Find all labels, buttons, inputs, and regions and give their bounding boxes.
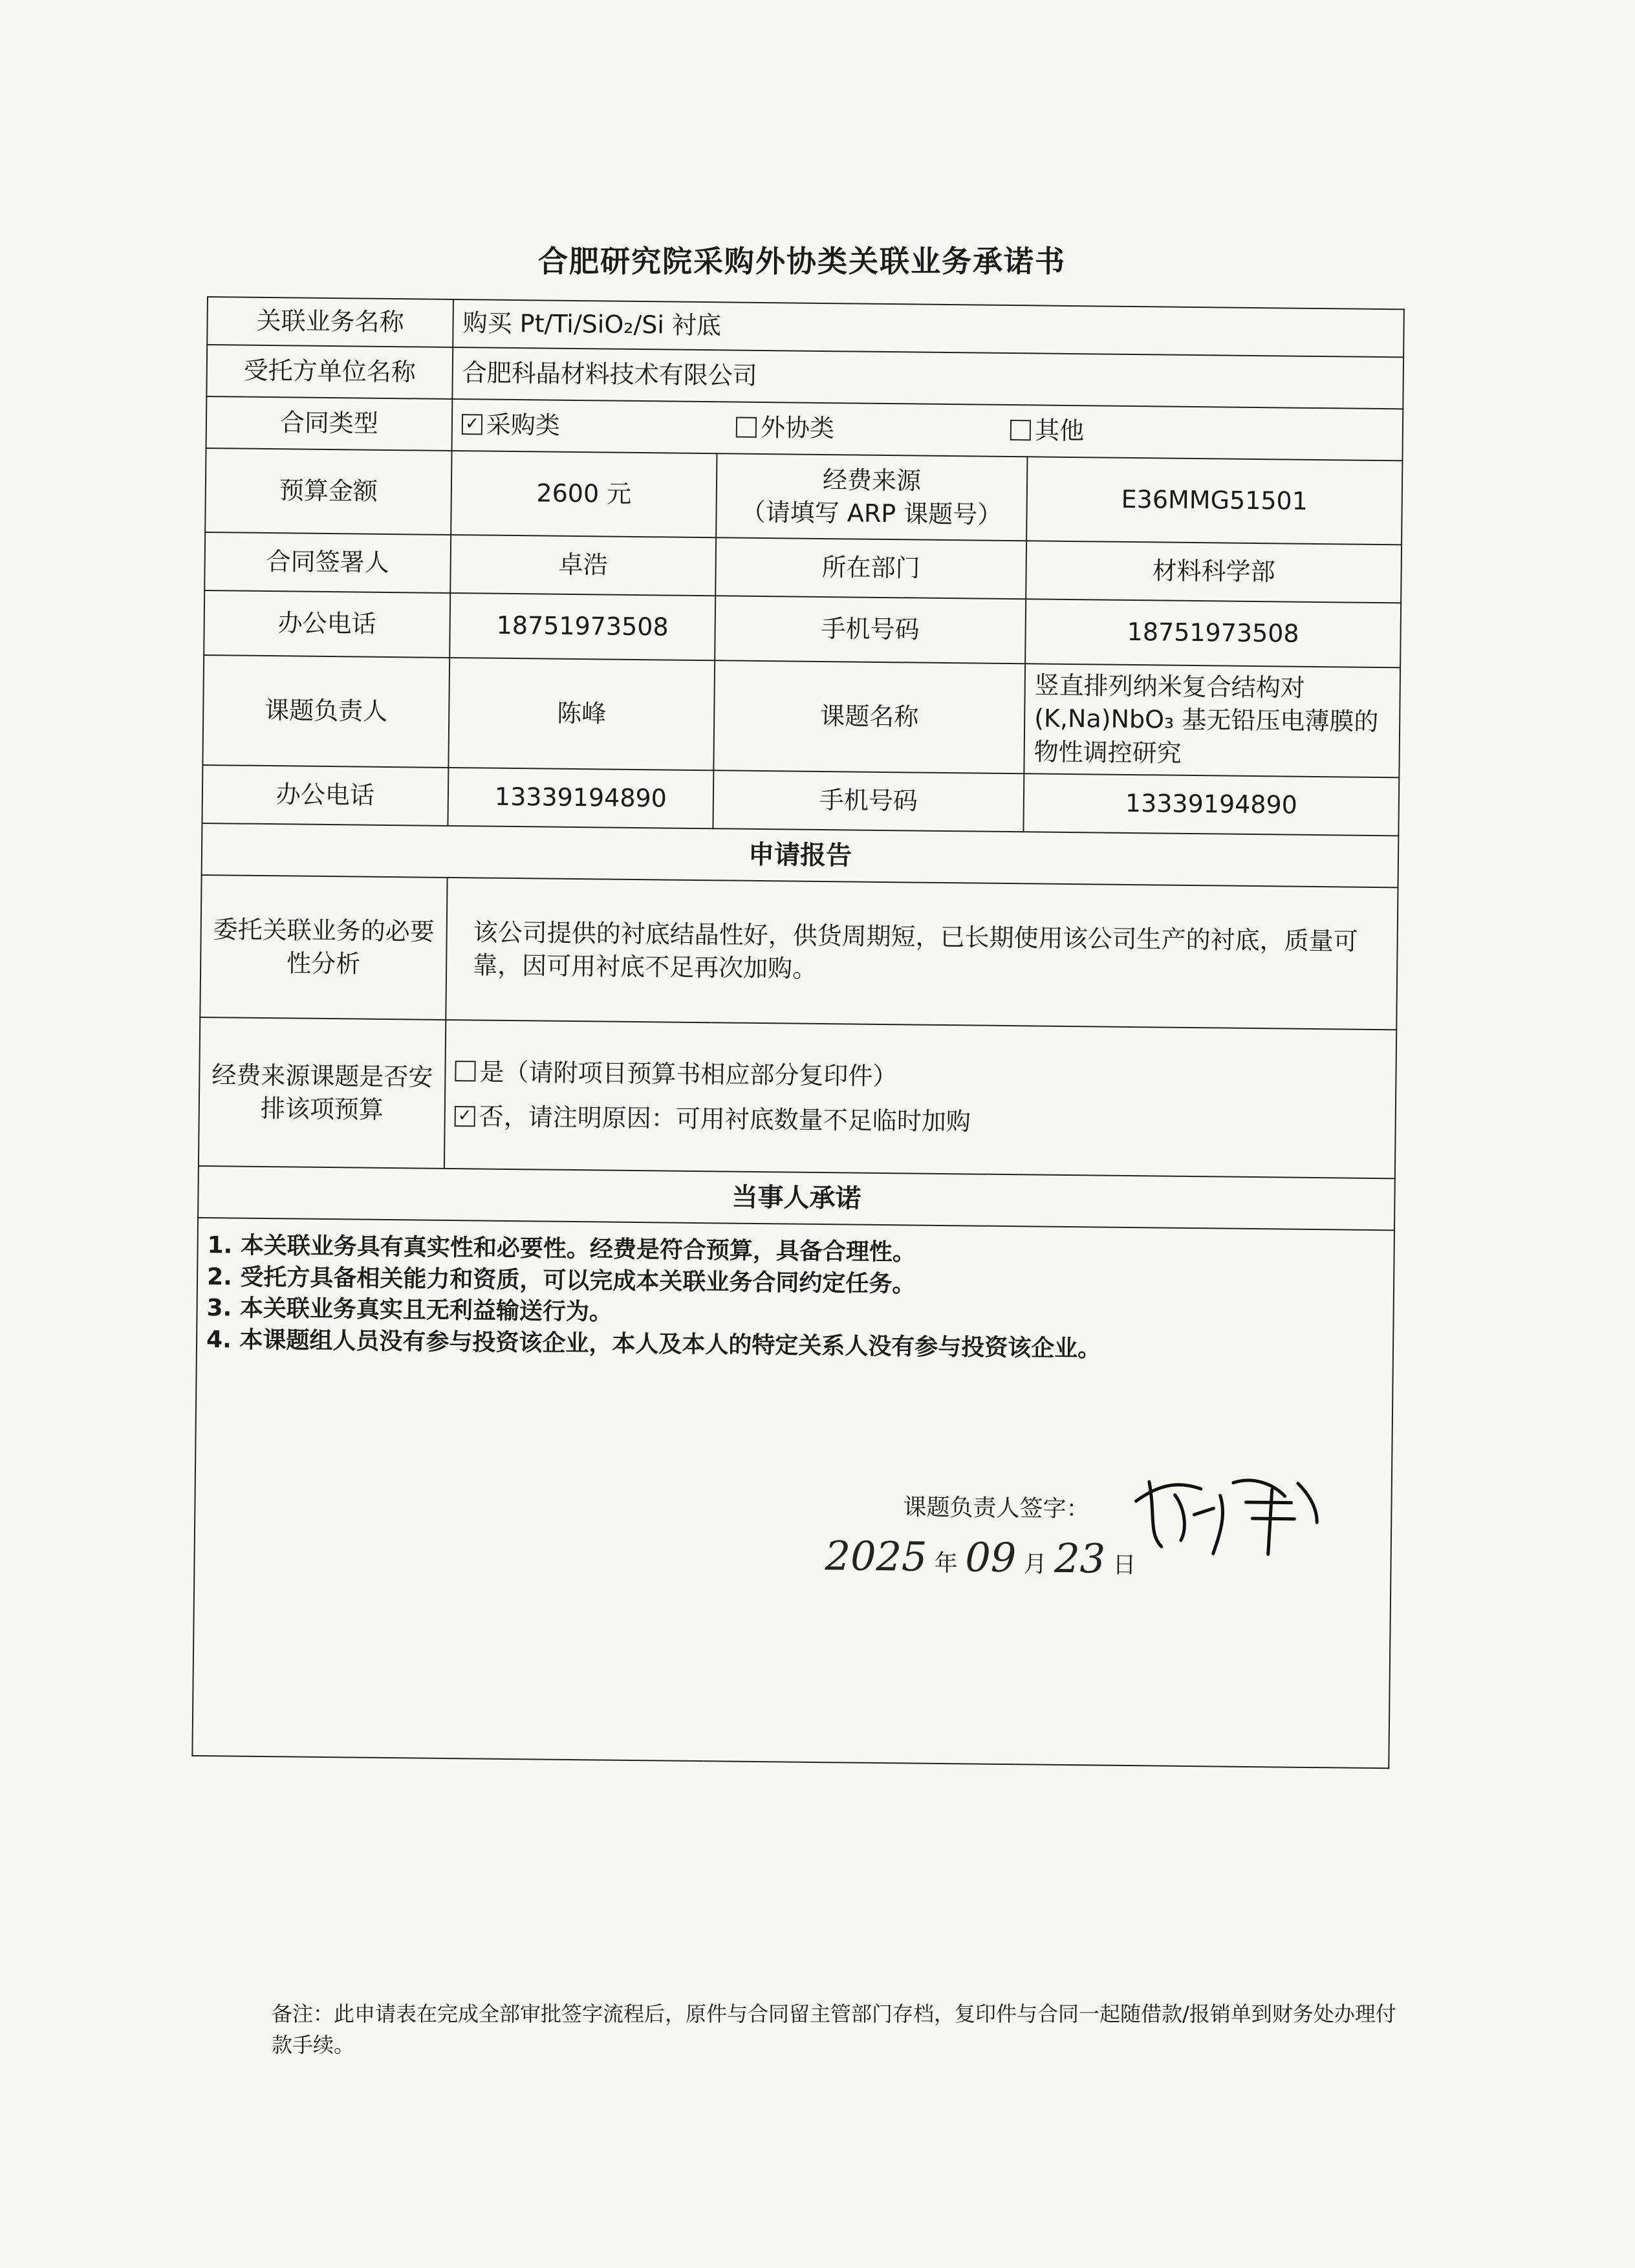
checkbox-unchecked-icon[interactable] — [736, 416, 757, 437]
date-year: 2025 — [825, 1532, 927, 1581]
business-name-value: 购买 Pt/Ti/SiO₂/Si 衬底 — [453, 299, 1404, 357]
handwritten-signature-icon — [1123, 1456, 1331, 1561]
date-day-unit: 日 — [1112, 1552, 1136, 1579]
contract-type-options — [452, 399, 1403, 460]
commitment-item: 3. 本关联业务真实且无利益输送行为。 — [206, 1295, 613, 1326]
checkbox-unchecked-icon[interactable] — [1010, 420, 1031, 440]
department-label: 所在部门 — [715, 537, 1026, 599]
signature-area — [202, 1355, 1383, 1756]
signer-office-phone-label: 办公电话 — [204, 590, 450, 658]
row-funding-arrangement — [199, 1017, 1396, 1178]
signer-value: 卓浩 — [450, 535, 716, 596]
project-lead-value: 陈峰 — [448, 658, 715, 770]
entrusted-unit-value: 合肥科晶材料技术有限公司 — [452, 347, 1403, 409]
signer-office-phone-value: 18751973508 — [449, 593, 715, 660]
row-signer-phone — [204, 590, 1401, 667]
checkbox-checked-icon[interactable]: ✓ — [455, 1106, 475, 1127]
necessity-text: 该公司提供的衬底结晶性好，供货周期短，已长期使用该公司生产的衬底，质量可靠，因可用衬底不足再次加购。 — [446, 878, 1398, 1030]
commitment-list — [192, 1218, 1394, 1769]
commitment-item: 4. 本课题组人员没有参与投资该企业，本人及本人的特定关系人没有参与投资该企业。 — [206, 1326, 1101, 1363]
department-value: 材料科学部 — [1026, 541, 1402, 603]
funding-arrangement-options — [444, 1020, 1396, 1178]
funding-option-no[interactable]: ✓ 否，请注明原因：可用衬底数量不足临时加购 — [454, 1100, 1385, 1143]
signer-mobile-label: 手机号码 — [715, 596, 1026, 664]
commitment-form-table — [191, 296, 1405, 1769]
budget-value: 2600 元 — [451, 451, 717, 537]
lead-mobile-label: 手机号码 — [713, 770, 1024, 832]
date-month-unit: 月 — [1023, 1551, 1047, 1579]
budget-label: 预算金额 — [205, 448, 451, 535]
checkbox-checked-icon[interactable]: ✓ — [462, 414, 482, 435]
date-day: 23 — [1054, 1535, 1106, 1583]
entrusted-unit-label: 受托方单位名称 — [206, 345, 453, 399]
funding-option-yes[interactable]: 是（请附项目预算书相应部分复印件） — [455, 1055, 1386, 1098]
row-commitment-body — [192, 1218, 1394, 1769]
date-month: 09 — [964, 1533, 1017, 1582]
funding-arrangement-label: 经费来源课题是否安排该项预算 — [199, 1017, 446, 1169]
business-name-label: 关联业务名称 — [207, 297, 453, 347]
contract-type-label: 合同类型 — [206, 396, 453, 451]
contract-type-option-purchase[interactable]: ✓ 采购类 — [462, 408, 561, 442]
project-name-label: 课题名称 — [713, 660, 1025, 773]
commitment-item: 2. 受托方具备相关能力和资质，可以完成本关联业务合同约定任务。 — [206, 1263, 916, 1298]
necessity-label: 委托关联业务的必要性分析 — [200, 875, 447, 1020]
signer-mobile-value: 18751973508 — [1025, 599, 1401, 667]
signature-date — [825, 1529, 1136, 1586]
application-heading: 申请报告 — [202, 823, 1399, 887]
signer-label: 合同签署人 — [204, 532, 451, 593]
row-necessity — [200, 875, 1398, 1030]
row-project-lead — [202, 655, 1400, 777]
footnote: 备注：此申请表在完成全部审批签字流程后，原件与合同留主管部门存档，复印件与合同一起随借款/报销单到财务处办理付款手续。 — [272, 2002, 1396, 2057]
project-name-value: 竖直排列纳米复合结构对(K,Na)NbO₃ 基无铅压电薄膜的物性调控研究 — [1024, 664, 1400, 777]
funding-source-label: 经费来源 （请填写 ARP 课题号） — [716, 453, 1027, 541]
lead-mobile-value: 13339194890 — [1023, 773, 1399, 836]
commitment-item: 1. 本关联业务具有真实性和必要性。经费是符合预算，具备合理性。 — [207, 1232, 916, 1266]
funding-source-value: E36MMG51501 — [1026, 457, 1402, 545]
commitment-heading: 当事人承诺 — [198, 1166, 1395, 1230]
project-lead-label: 课题负责人 — [202, 655, 449, 768]
lead-office-phone-label: 办公电话 — [202, 765, 448, 826]
contract-type-option-other[interactable]: 其他 — [1010, 414, 1085, 448]
page-title: 合肥研究院采购外协类关联业务承诺书 — [538, 244, 1066, 279]
date-year-unit: 年 — [934, 1550, 958, 1577]
row-budget — [205, 448, 1402, 545]
checkbox-unchecked-icon[interactable] — [455, 1061, 475, 1081]
signature-label: 课题负责人签字： — [903, 1494, 1090, 1523]
contract-type-option-outsourcing[interactable]: 外协类 — [736, 411, 835, 446]
lead-office-phone-value: 13339194890 — [448, 768, 713, 828]
